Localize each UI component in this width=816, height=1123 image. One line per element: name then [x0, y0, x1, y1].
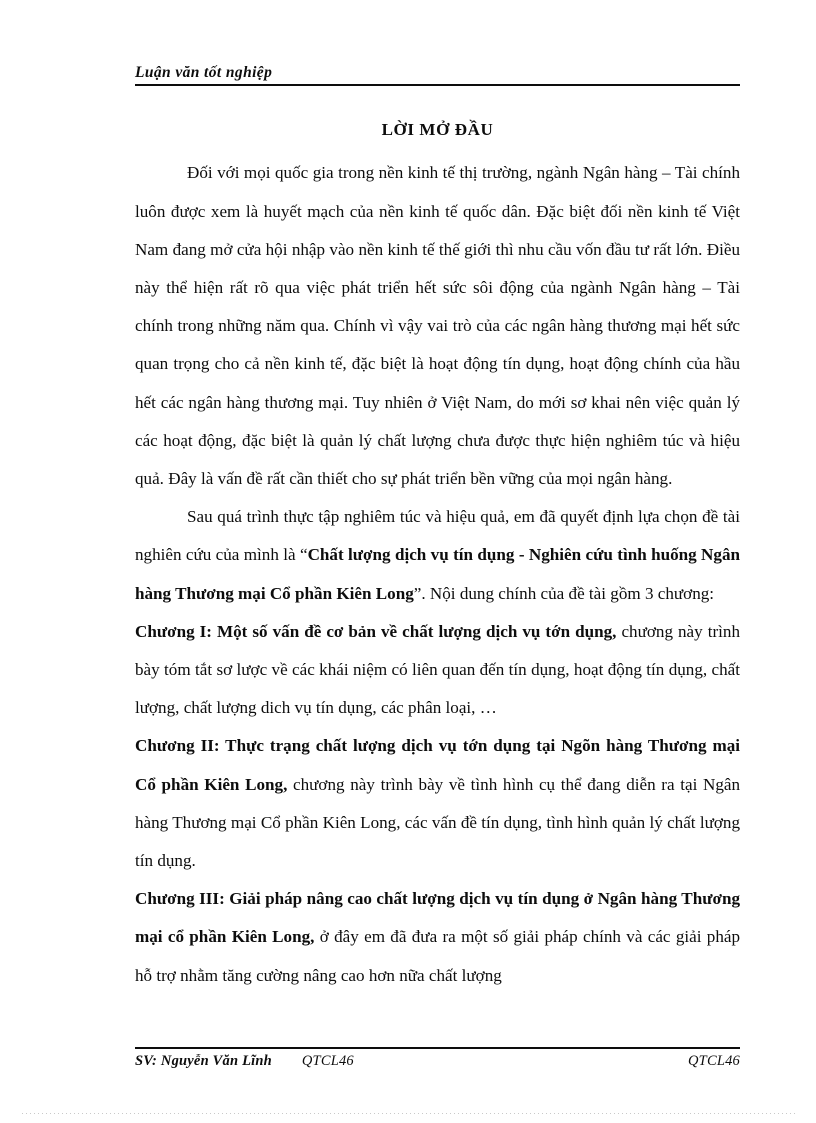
header-title: Luận văn tốt nghiệp [135, 64, 273, 81]
chapter-3-heading: Chương III: Giải pháp nâng cao chất lượng dịch vụ tín dụng ở Ngân hàng Thương mại cổ phần Kiên Long, [135, 889, 740, 947]
thesis-tail-text: ”. Nội dung chính của đề tài gồm 3 chương: [413, 583, 715, 603]
footer-course-left: QTCL46 [301, 1053, 354, 1069]
footer-left-group [135, 1053, 354, 1070]
chapter-2-body: chương này trình bày về tình hình cụ thể đang diễn ra tại Ngân hàng Thương mại Cổ phần Kiên Long, các vấn đề tín dụng, tình hình quản lý chất lượng tín dụng. [135, 774, 741, 871]
paragraph-intro: Đối với mọi quốc gia trong nền kinh tế thị trường, ngành Ngân hàng – Tài chính luôn được xem là huyết mạch của nền kinh tế quốc dân. Đặc biệt đối nền kinh tế Việt Nam đang mở cửa hội nhập vào nền kinh tế thế giới thì nhu cầu vốn đầu tư rất lớn. Điều này thể hiện rất rõ qua việc phát triển hết sức sôi động của ngành Ngân hàng – Tài chính trong những năm qua. Chính vì vậy vai trò của các ngân hàng thương mại hết sức quan trọng cho cả nền kinh tế, đặc biệt là hoạt động tín dụng, hoạt động chính của hầu hết các ngân hàng thương mại. Tuy nhiên ở Việt Nam, do mới sơ khai nên việc quản lý các hoạt động, đặc biệt là quản lý chất lượng chưa được thực hiện nghiêm túc và hiệu quả. Đây là vấn đề rất cần thiết cho sự phát triển bền vững của mọi ngân hàng. [135, 163, 740, 489]
chapter-1-heading: Chương I: Một số vấn đề cơ bản về chất lượng dịch vụ tớn dụng, [135, 621, 617, 641]
footer-row [135, 1053, 740, 1070]
footer-divider [135, 1047, 740, 1049]
page-title: LỜI MỞ ĐẦU [381, 120, 494, 139]
paragraph-chapter-1 [135, 613, 740, 728]
scan-artifact-line [22, 1113, 798, 1114]
document-body [135, 120, 740, 995]
paragraph-thesis-topic [135, 498, 740, 613]
chapter-3-body: ở đây em đã đưa ra một số giải pháp chính và các giải pháp hỗ trợ nhằm tăng cường nâng cao hơn nữa chất lượng [135, 927, 741, 985]
footer-student-name: SV: Nguyễn Văn Lĩnh [135, 1053, 272, 1069]
header-divider [135, 84, 740, 86]
thesis-lead-text: Sau quá trình thực tập nghiêm túc và hiệu quả, em đã quyết định lựa chọn đề tài nghiên cứu của mình là “ [135, 507, 740, 565]
chapter-2-heading: Chương II: Thực trạng chất lượng dịch vụ tớn dụng tại Ngõn hàng Thương mại Cổ phần Kiên Long, [135, 736, 740, 794]
page-header [135, 64, 740, 86]
paragraph-chapter-3 [135, 880, 740, 995]
thesis-title: Chất lượng dịch vụ tín dụng - Nghiên cứu tình huống Ngân hàng Thương mại Cổ phần Kiên Long [135, 545, 741, 603]
chapter-1-body: chương này trình bày tóm tắt sơ lược về các khái niệm có liên quan đến tín dụng, hoạt động tín dụng, chất lượng, chất lượng dich vụ tín dụng, các phân loại, … [135, 621, 740, 718]
footer-course-right: QTCL46 [688, 1053, 740, 1069]
page-footer [135, 1047, 740, 1070]
paragraph-chapter-2 [135, 727, 740, 880]
